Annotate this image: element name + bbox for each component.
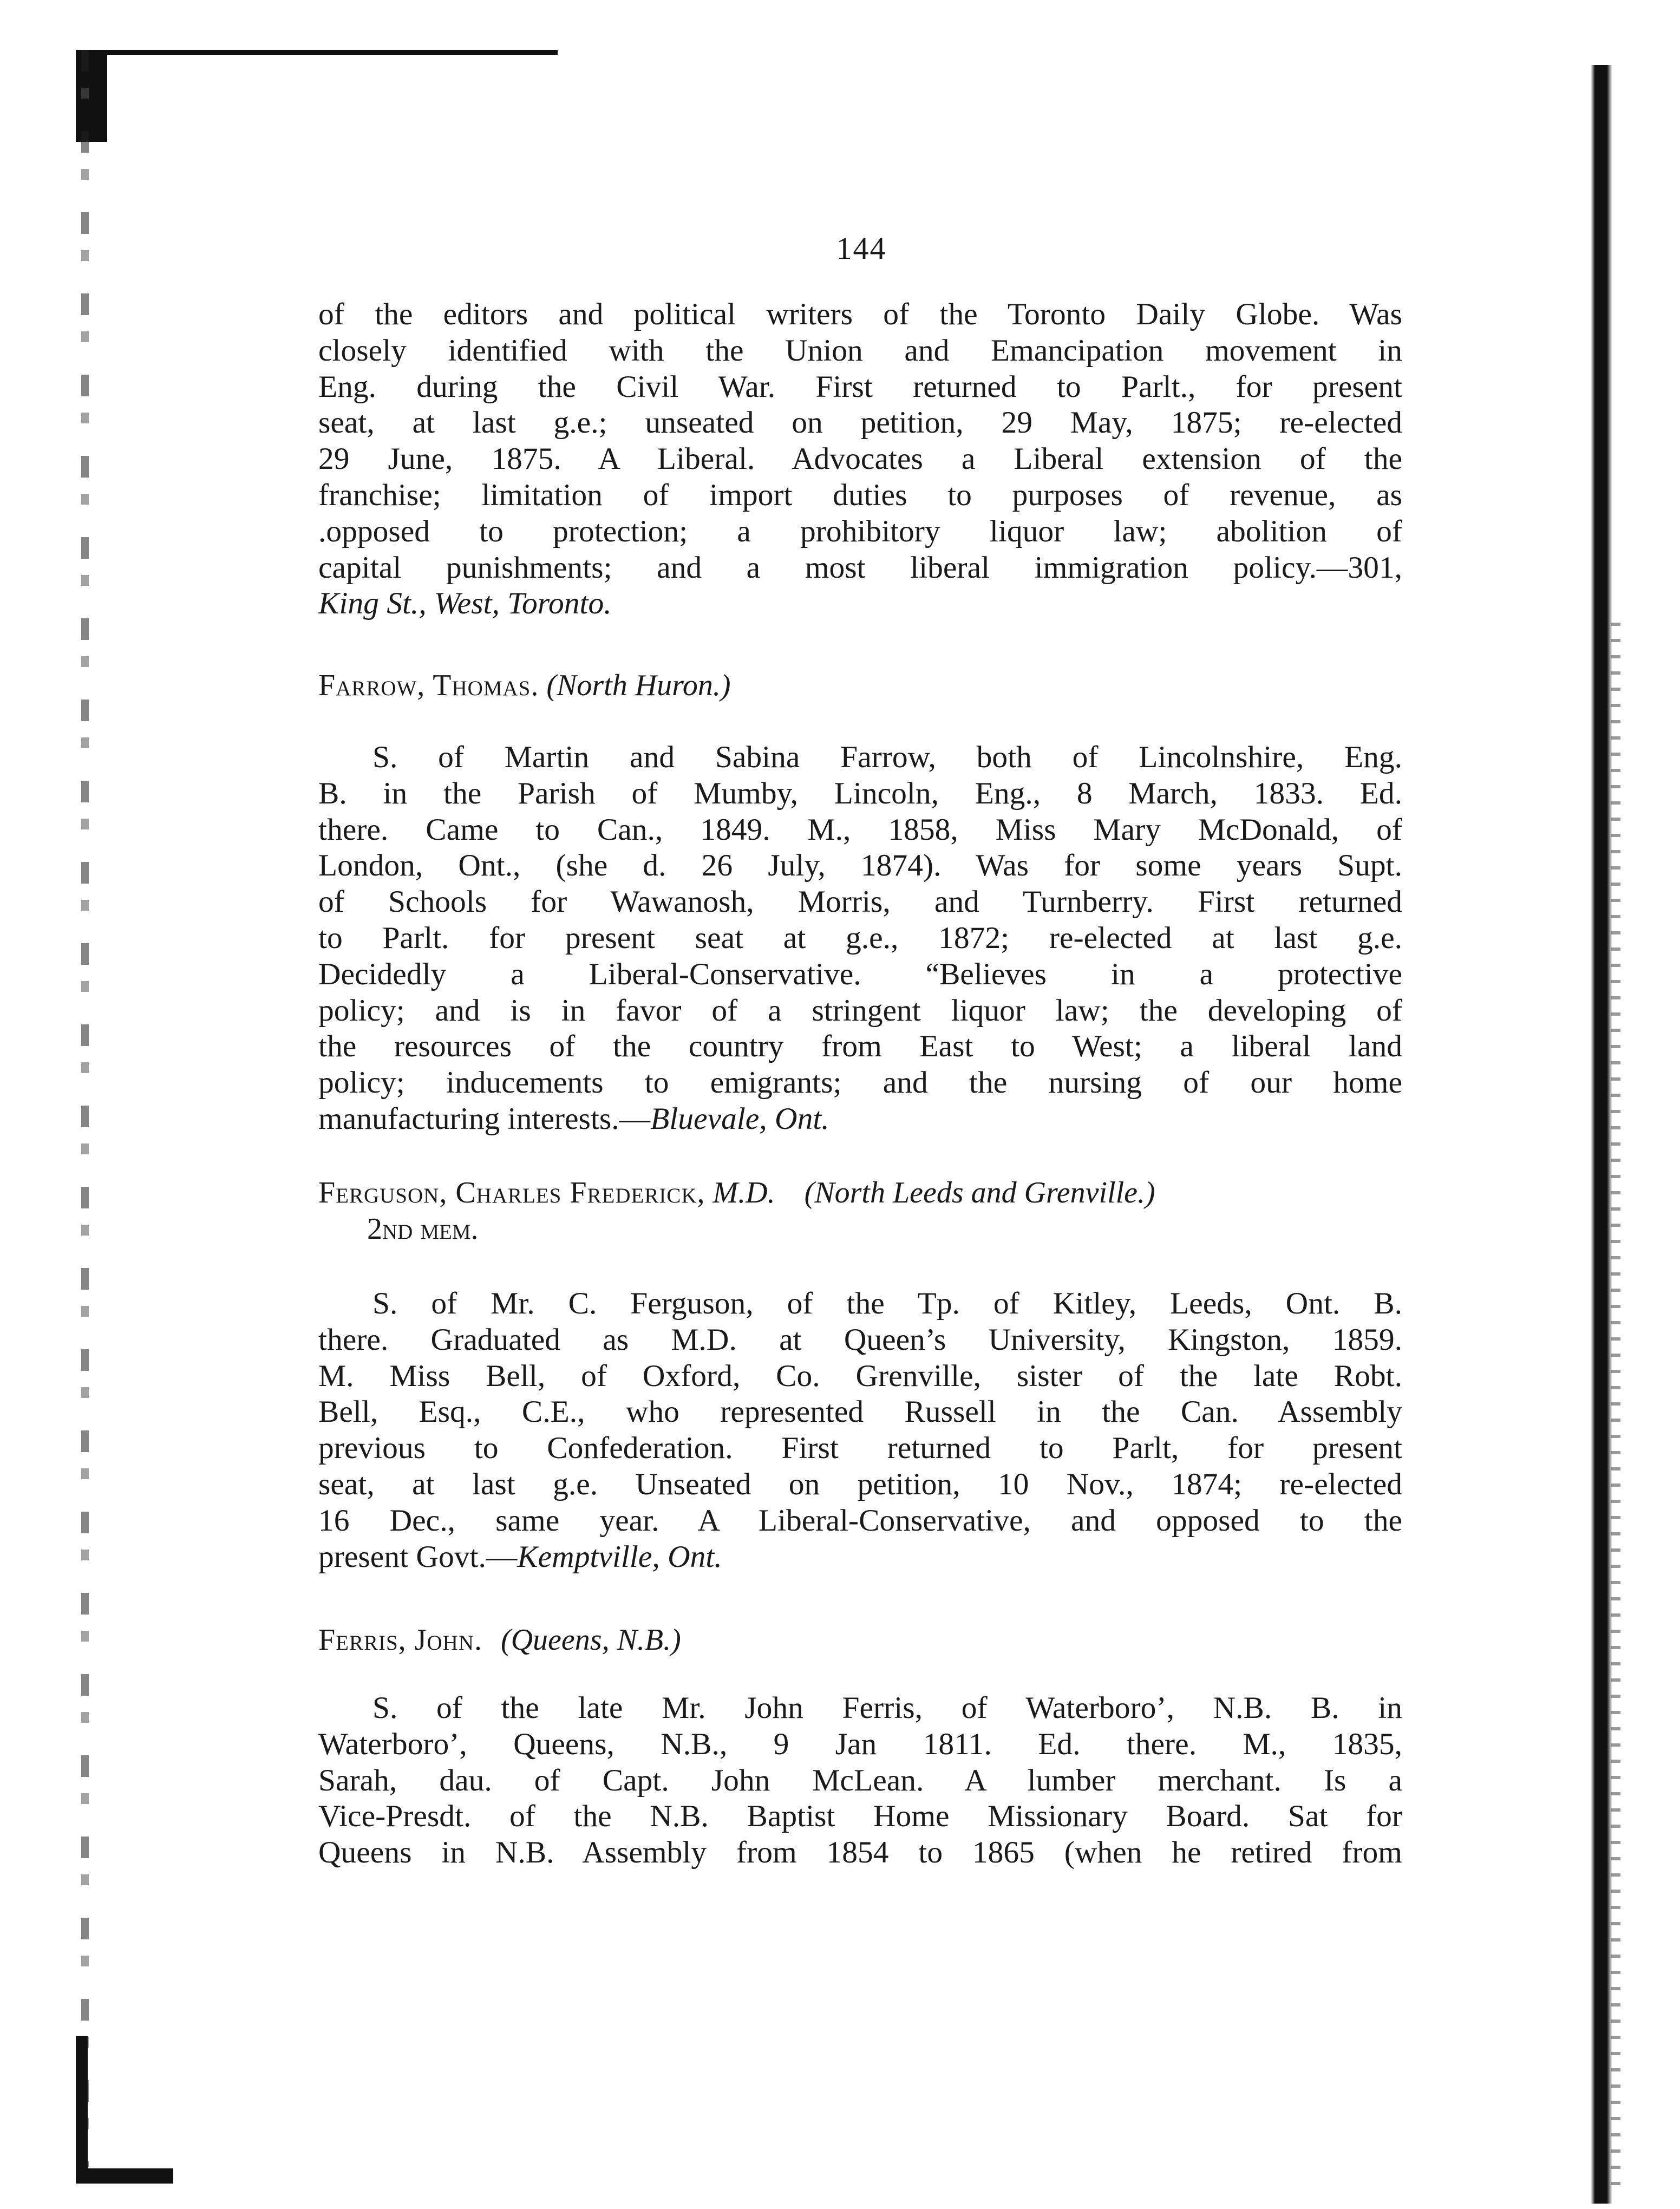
text-line: S. of Mr. C. Ferguson, of the Tp. of Kitley, Leeds, Ont. B.	[372, 1286, 1402, 1321]
text-line: previous to Confederation. First returned to Parlt, for present	[318, 1431, 1402, 1466]
scan-edge-left-bottom	[76, 2036, 88, 2182]
entry-heading-farrow	[318, 668, 1402, 704]
scan-speckle-right	[1611, 623, 1620, 2193]
entry-constituency: (Queens, N.B.)	[500, 1623, 681, 1657]
entry-constituency: (North Huron.)	[546, 669, 731, 702]
text-line: .opposed to protection; a prohibitory liquor law; abolition of	[318, 514, 1402, 548]
text-line: to Parlt. for present seat at g.e., 1872; re-elected at last g.e.	[318, 920, 1402, 955]
text-line: policy; inducements to emigrants; and the nursing of our home	[318, 1066, 1402, 1100]
address: King St., West, Toronto.	[318, 586, 612, 621]
entry-title: M.D.	[712, 1176, 775, 1210]
entry-name: Ferguson, Charles Frederick,	[318, 1176, 705, 1210]
text-line: present Govt.—Kemptville, Ont.	[318, 1539, 722, 1574]
text-line: seat, at last g.e.; unseated on petition, 29 May, 1875; re-elected	[318, 406, 1402, 440]
text-line: of the editors and political writers of the Toronto Daily Globe. Was	[318, 297, 1402, 331]
text-line: Waterboro’, Queens, N.B., 9 Jan 1811. Ed. there. M., 1835,	[318, 1727, 1402, 1761]
text-line: S. of the late Mr. John Ferris, of Waterboro’, N.B. B. in	[372, 1691, 1402, 1725]
text-line: manufacturing interests.—Bluevale, Ont.	[318, 1101, 829, 1136]
page-number: 144	[836, 231, 887, 266]
text-line: capital punishments; and a most liberal immigration policy.—301,	[318, 550, 1402, 585]
text-line: S. of Martin and Sabina Farrow, both of Lincolnshire, Eng.	[372, 740, 1402, 774]
entry-name: Farrow, Thomas.	[318, 669, 539, 702]
text-line: Vice-Presdt. of the N.B. Baptist Home Missionary Board. Sat for	[318, 1799, 1402, 1834]
text-line: Decidedly a Liberal-Conservative. “Believes in a protective	[318, 957, 1402, 991]
text-line: Eng. during the Civil War. First returned to Parlt., for present	[318, 369, 1402, 404]
member-note: 2nd mem.	[367, 1212, 479, 1246]
scan-edge-right	[1591, 65, 1612, 2204]
text-line: there. Came to Can., 1849. M., 1858, Miss Mary McDonald, of	[318, 812, 1402, 847]
text-line: Queens in N.B. Assembly from 1854 to 1865 (when he retired from	[318, 1835, 1402, 1870]
entry-constituency: (North Leeds and Grenville.)	[804, 1176, 1155, 1210]
entry-body-ferris	[318, 1690, 1402, 1871]
scan-blot-left	[76, 50, 107, 142]
scan-edge-left	[81, 50, 89, 2167]
text-line: Sarah, dau. of Capt. John McLean. A lumber merchant. Is a	[318, 1763, 1402, 1798]
text-line: London, Ont., (she d. 26 July, 1874). Was for some years Supt.	[318, 848, 1402, 883]
address: Bluevale, Ont.	[650, 1101, 829, 1136]
text-line: the resources of the country from East to West; a liberal land	[318, 1029, 1402, 1064]
text-line: franchise; limitation of import duties to purposes of revenue, as	[318, 478, 1402, 512]
text-line: Bell, Esq., C.E., who represented Russell in the Can. Assembly	[318, 1395, 1402, 1429]
entry-heading-ferguson	[318, 1175, 1402, 1247]
text-line: 29 June, 1875. A Liberal. Advocates a Liberal extension of the	[318, 442, 1402, 476]
text-line: B. in the Parish of Mumby, Lincoln, Eng., 8 March, 1833. Ed.	[318, 776, 1402, 811]
entry-body-farrow	[318, 740, 1402, 1138]
entry-name: Ferris, John.	[318, 1623, 482, 1657]
entry-body-ferguson	[318, 1286, 1402, 1575]
text-line: seat, at last g.e. Unseated on petition, 10 Nov., 1874; re-elected	[318, 1467, 1402, 1501]
continuation-paragraph	[318, 297, 1402, 622]
address: Kemptville, Ont.	[517, 1539, 722, 1574]
text-line: of Schools for Wawanosh, Morris, and Turnberry. First returned	[318, 885, 1402, 919]
text-line: policy; and is in favor of a stringent liquor law; the developing of	[318, 993, 1402, 1028]
text-line: closely identified with the Union and Emancipation movement in	[318, 333, 1402, 368]
scan-edge-top	[76, 50, 558, 55]
text-line: 16 Dec., same year. A Liberal-Conservative, and opposed to the	[318, 1503, 1402, 1538]
text-line: M. Miss Bell, of Oxford, Co. Grenville, sister of the late Robt.	[318, 1358, 1402, 1393]
scan-edge-foot	[76, 2168, 173, 2184]
text-line: there. Graduated as M.D. at Queen’s University, Kingston, 1859.	[318, 1322, 1402, 1357]
entry-heading-ferris	[318, 1622, 1402, 1658]
